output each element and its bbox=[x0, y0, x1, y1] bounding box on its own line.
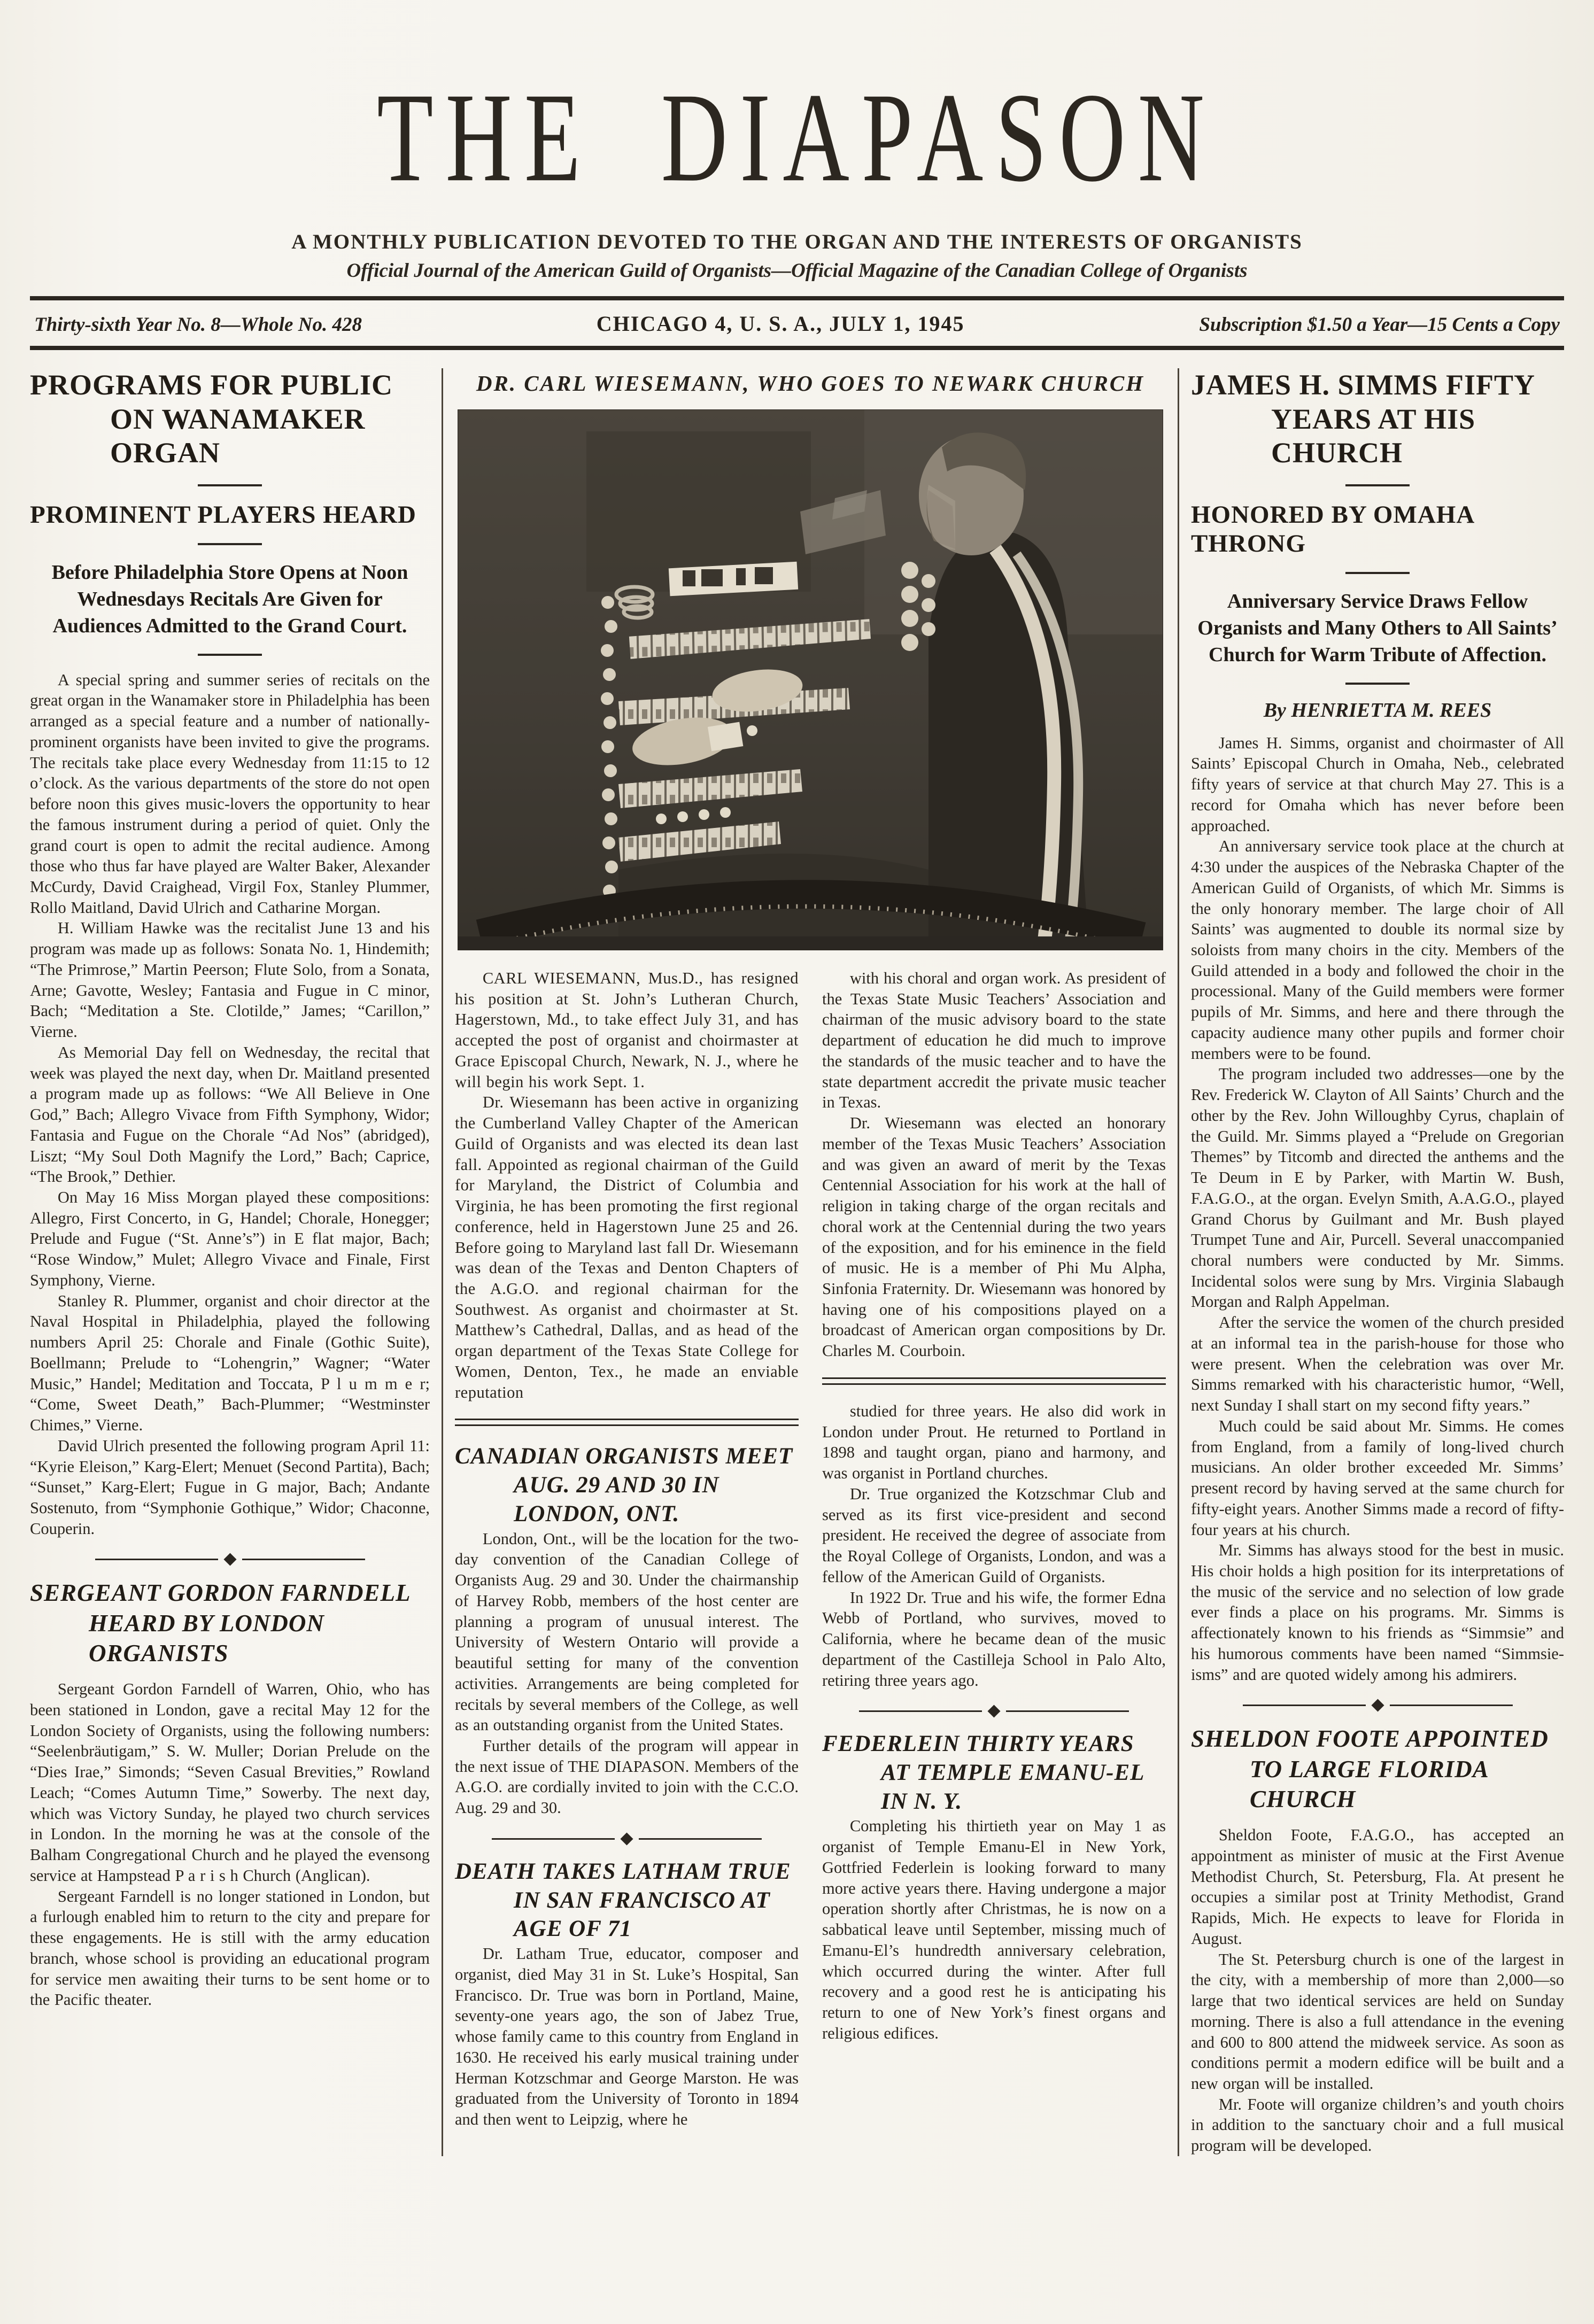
paragraph: In 1922 Dr. True and his wife, the former Edna Webb of Portland, who survives, moved to California, where he became dean of the music department of the Castilleja School in Palo Alto, retiring three years ago. bbox=[822, 1588, 1166, 1690]
article-headline: DEATH TAKES LATHAM TRUE IN SAN FRANCISCO AT AGE OF 71 bbox=[455, 1858, 791, 1942]
diamond-icon bbox=[1371, 1699, 1384, 1712]
dateline-rule-top bbox=[30, 296, 1564, 300]
article-deck: Anniversary Service Draws Fellow Organists and Many Others to All Saints’ Church for Warm Tribute of Affection. bbox=[1197, 590, 1558, 667]
section-divider bbox=[198, 484, 262, 486]
paragraph: Completing his thirtieth year on May 1 as organist of Temple Emanu-El in New York, Gottfried Federlein is looking forward to many more active years there. Having undergone a major operation shortly after Christmas, he is now on a sabbatical leave until September, missing much of Emanu-El’s hundredth anniversary celebration, which occurred during the winter. After full recovery and a good rest he is anticipating his return to one of New York’s finest organs and religious edifices. bbox=[822, 1817, 1166, 2042]
article-foote bbox=[1191, 1724, 1564, 2156]
article-body bbox=[30, 1679, 430, 2010]
section-divider bbox=[1345, 484, 1410, 486]
double-rule bbox=[822, 1377, 1166, 1385]
paragraph: The program included two addresses—one by the Rev. Frederick W. Clayton of All Saints’ Church and the other by the Rev. John Willoughby Cyrus, chaplain of the Guild. Mr. Simms played a “Prelude on Gregorian Themes” by Titcomb and directed the anthems and the Te Deum in E by Parker, with Martin W. Bush, F.A.G.O., at the organ. Evelyn Smith, A.A.G.O., played Grand Chorus by Guilmant and Mr. Bush played Trumpet Tune and Air, Purcell. Several unaccompanied choral numbers were conducted by Mr. Simms. Incidental solos were sung by Mrs. Virginia Slabaugh Morgan and Ralph Appelman. bbox=[1191, 1065, 1564, 1311]
column-right bbox=[1191, 368, 1564, 2156]
article-body bbox=[30, 670, 430, 1539]
paragraph: An anniversary service took place at the church at 4:30 under the auspices of the Nebraska Chapter of the American Guild of Organists, of which Mr. Simms is the only honorary member. The large choir of All Saints’ was augmented to double its normal size by soloists from many choirs in the city. Members of the Guild attended in a body and followed the choir in the processional. Many of the Guild members were former pupils of Mr. Simms, and here and there through the capacity audience many other pupils and former choir members were to be found. bbox=[1191, 837, 1564, 1063]
article-headline: PROGRAMS FOR PUBLIC ON WANAMAKER ORGAN bbox=[30, 369, 393, 469]
paragraph: David Ulrich presented the following program April 11: “Kyrie Eleison,” Karg-Elert; Menuet (Second Partita), Bach; “Sunset,” Karg-Elert; Fugue in G major, Bach; Andante Sostenuto, from “Symphonie Gothique,” Widor; Chaconne, Couperin. bbox=[30, 1436, 430, 1538]
section-divider bbox=[1345, 683, 1410, 685]
article-headline: JAMES H. SIMMS FIFTY YEARS AT HIS CHURCH bbox=[1191, 369, 1536, 469]
masthead bbox=[30, 21, 1564, 282]
paragraph: Sergeant Gordon Farndell of Warren, Ohio, who has been stationed in London, gave a recital May 12 for the London Society of Organists, using the following numbers: “Seelenbräutigam,” S. W. Muller; Dorian Prelude on the “Dies Irae,” Simonds; “Seven Casual Brevities,” Rowland Leach; “Comes Autumn Time,” Sowerby. The next day, which was Victory Sunday, he played two church services in London. In the morning he was at the console of the Balham Congregational Church and he played the evensong service at Hampstead P a r i s h Church (Anglican). bbox=[30, 1680, 430, 1885]
article-headline: FEDERLEIN THIRTY YEARS AT TEMPLE EMANU-EL IN N. Y. bbox=[822, 1731, 1144, 1814]
article-headline: SHELDON FOOTE APPOINTED TO LARGE FLORIDA CHURCH bbox=[1191, 1725, 1549, 1812]
section-divider bbox=[1345, 572, 1410, 574]
city-date: CHICAGO 4, U. S. A., JULY 1, 1945 bbox=[596, 312, 965, 336]
article-subhead: HONORED BY OMAHA THRONG bbox=[1191, 501, 1474, 558]
paragraph: with his choral and organ work. As president of the Texas State Music Teachers’ Association and chairman of the music advisory board to the state department of education he did much to improve the standards of the music teacher and to have the state department accredit the private music teacher in Texas. bbox=[822, 969, 1166, 1112]
photo-caption: DR. CARL WIESEMANN, WHO GOES TO NEWARK CHURCH bbox=[476, 371, 1145, 396]
paragraph: H. William Hawke was the recitalist June 13 and his program was made up as follows: Sonata No. 1, Hindemith; “The Primrose,” Martin Peerson; Flute Solo, from a Sonata, Arne; Gavotte, Wesley; Fantasia and Fugue in C minor, Bach; “Meditation a Ste. Clotilde,” James; “Carillon,” Vierne. bbox=[30, 919, 430, 1041]
article-body bbox=[1191, 1825, 1564, 2156]
article-farndell bbox=[30, 1578, 430, 2010]
center-subcolumn-a bbox=[455, 968, 799, 2130]
diamond-divider bbox=[30, 1555, 430, 1564]
paragraph: Sergeant Farndell is no longer stationed in London, but a furlough enabled him to return to the city and prepare for these engagements. He is still with the army education branch, whose school is providing an educational program for service men awaiting their turns to be sent home or to the Pacific theater. bbox=[30, 1887, 430, 2009]
paragraph: CARL WIESEMANN, Mus.D., has resigned his position at St. John’s Lutheran Church, Hagerstown, Md., to take effect July 31, and has accepted the post of organist and choirmaster at Grace Episcopal Church, Newark, N. J., where he will begin his work Sept. 1. bbox=[455, 969, 799, 1091]
dateline-rule-bottom bbox=[30, 346, 1564, 350]
paragraph: A special spring and summer series of recitals on the great organ in the Wanamaker store in Philadelphia has been arranged as a special feature and a number of nationally-prominent organists have been invited to give the programs. The recitals take place every Wednesday from 11:15 to 12 o’clock. As the various departments of the store do not open before noon this gives music-lovers the opportunity to hear the famous instrument during a period of quiet. Only the grand court is open to admit the recital audience. Among those who thus far have played are Walter Baker, Alexander McCurdy, David Craighead, Virgil Fox, Stanley Plummer, Rollo Maitland, David Ulrich and Catharine Morgan. bbox=[30, 670, 430, 917]
photo bbox=[458, 410, 1163, 950]
article-simms bbox=[1191, 368, 1564, 1685]
center-subcolumn-b bbox=[822, 968, 1166, 2130]
diamond-icon bbox=[620, 1832, 633, 1845]
article-wanamaker bbox=[30, 368, 430, 1539]
paragraph: Dr. Latham True, educator, composer and organist, died May 31 in St. Luke’s Hospital, San Francisco. Dr. True was born in Portland, Maine, seventy-one years ago, the son of Jabez True, whose family came to this country from England in 1630. He received his early musical training under Herman Kotzschmar and George Marston. He was graduated from the University of Toronto in 1894 and then went to Leipzig, where he bbox=[455, 1945, 799, 2129]
diamond-divider bbox=[455, 1834, 799, 1843]
latham-true-continuation bbox=[822, 1401, 1166, 1691]
diamond-icon bbox=[987, 1705, 1000, 1718]
paragraph: James H. Simms, organist and choirmaster of All Saints’ Episcopal Church in Omaha, Neb., celebrated fifty years of service at that church May 27. This is a record for Omaha which has never before been approached. bbox=[1191, 733, 1564, 835]
paragraph: Mr. Foote will organize children’s and youth choirs in addition to the sanctuary choir and a full musical program will be developed. bbox=[1191, 2095, 1564, 2155]
byline: By HENRIETTA M. REES bbox=[1263, 699, 1492, 722]
article-headline: SERGEANT GORDON FARNDELL HEARD BY LONDON ORGANISTS bbox=[30, 1579, 411, 1667]
column-rule bbox=[442, 368, 443, 2156]
article-body bbox=[455, 1943, 799, 2130]
paragraph: As Memorial Day fell on Wednesday, the recital that week was played the next day, when Dr. Maitland presented a program made up as follows: “We All Believe in One God,” Bach; Allegro Vivace from Fifth Symphony, Widor; Fantasia and Fugue on the Chorale “Ad Nos” (abridged), Liszt; “My Soul Doth Magnify the Lord,” Bach; Caprice, “The Brook,” Dethier. bbox=[30, 1043, 430, 1186]
organist-photo-illustration bbox=[458, 410, 1163, 950]
article-body bbox=[1191, 733, 1564, 1685]
article-headline: CANADIAN ORGANISTS MEET AUG. 29 AND 30 IN LONDON, ONT. bbox=[455, 1444, 793, 1527]
subscription-price: Subscription $1.50 a Year—15 Cents a Copy bbox=[1199, 314, 1560, 336]
article-deck: Before Philadelphia Store Opens at Noon Wednesdays Recitals Are Given for Audiences Admitted to the Grand Court. bbox=[51, 561, 408, 638]
paragraph: Further details of the program will appear in the next issue of THE DIAPASON. Members of the A.G.O. are cordially invited to join with the C.C.O. Aug. 29 and 30. bbox=[455, 1737, 799, 1817]
article-body bbox=[822, 1816, 1166, 2043]
double-rule bbox=[455, 1419, 799, 1426]
section-divider bbox=[198, 654, 262, 656]
article-subhead: PROMINENT PLAYERS HEARD bbox=[30, 501, 416, 529]
wiesemann-body-a bbox=[455, 968, 799, 1403]
paragraph: Much could be said about Mr. Simms. He comes from England, from a family of long-lived church musicians. An older brother exceeded Mr. Simms’ present record by having served at the same church for fifty-eight years. Another Simms made a record of fifty-four years at his church. bbox=[1191, 1416, 1564, 1539]
page-title: THE DIAPASON bbox=[377, 67, 1217, 208]
issue-number: Thirty-sixth Year No. 8—Whole No. 428 bbox=[34, 314, 362, 336]
paragraph: London, Ont., will be the location for the two-day convention of the Canadian College of Organists Aug. 29 and 30. Under the chairmanship of Harvey Robb, members of the host center are planning a program of unusual interest. The University of Western Ontario will provide a beautiful setting for many of the convention activities. Arrangements are being completed for recitals by several members of the College, as well as an outstanding organist from the United States. bbox=[455, 1529, 799, 1734]
column-center bbox=[455, 368, 1166, 2156]
paragraph: Dr. Wiesemann has been active in organizing the Cumberland Valley Chapter of the American Guild of Organists and was elected its dean last fall. Appointed as regional chairman of the Guild for Maryland, the District of Columbia and Virginia, he has been promoting the first regional conference, held in Hagerstown June 25 and 26. Before going to Maryland last fall Dr. Wiesemann was dean of the Texas and Denton Chapters of the A.G.O. and regional chairman for the Southwest. As organist and choirmaster at St. Matthew’s Cathedral, Dallas, and as head of the organ department of the Texas State College for Women, Denton, Tex., he made an enviable reputation bbox=[455, 1093, 799, 1401]
paragraph: After the service the women of the church presided at an informal tea in the parish-house for those who were present. When the celebration was over Mr. Simms remarked with his characteristic humor, “Well, next Sunday I shall start on my second fifty years.” bbox=[1191, 1313, 1564, 1415]
paragraph: studied for three years. He also did work in London under Prout. He returned to Portland in 1898 and taught organ, piano and harmony, and was organist in Portland churches. bbox=[822, 1401, 1166, 1483]
paragraph: Dr. True organized the Kotzschmar Club and served as its first vice-president and second president. He received the degree of associate from the Royal College of Organists, London, and was a fellow of the American Guild of Organists. bbox=[822, 1484, 1166, 1586]
article-latham-true bbox=[455, 1857, 799, 2130]
paragraph: Sheldon Foote, F.A.G.O., has accepted an appointment as minister of music at the First Avenue Methodist Church, St. Petersburg, Fla. At present he occupies a similar post at Trinity Methodist, Grand Rapids, Mich. He expects to leave for Florida in August. bbox=[1191, 1826, 1564, 1948]
article-canadian-organists bbox=[455, 1442, 799, 1818]
paragraph: On May 16 Miss Morgan played these compositions: Allegro, First Concerto, in G, Handel; Chorale, Honegger; Prelude and Fugue (“St. Anne’s”) in E flat major, Bach; “Rose Window,” Mulet; Allegro Vivace and Finale, First Symphony, Vierne. bbox=[30, 1188, 430, 1289]
diamond-icon bbox=[223, 1553, 236, 1566]
paragraph: Dr. Wiesemann was elected an honorary member of the Texas Music Teachers’ Association and was given an award of merit by the Texas Centennial Association for his work at the hall of religion in taking charge of the organ recitals and choral work at the Centennial during the two years of the exposition, and for his eminence in the field of music. He is a member of Phi Mu Alpha, Sinfonia Fraternity. Dr. Wiesemann was honored by having one of his compositions played on a broadcast of American organ compositions by Dr. Charles M. Courboin. bbox=[822, 1114, 1166, 1360]
diamond-divider bbox=[822, 1707, 1166, 1716]
article-body bbox=[455, 1529, 799, 1818]
masthead-subtitle: A MONTHLY PUBLICATION DEVOTED TO THE ORGAN AND THE INTERESTS OF ORGANISTS bbox=[291, 230, 1303, 253]
center-subcolumns bbox=[455, 968, 1166, 2130]
wiesemann-body-b bbox=[822, 968, 1166, 1361]
paragraph: Mr. Simms has always stood for the best in music. His choir holds a high position for its interpretations of the music of the service and no selection of low grade ever finds a place on his programs. Mr. Simms is affectionately known to his friends as “Simmsie” and his humorous comments have been named “Simmsie-isms” and are quoted widely among his admirers. bbox=[1191, 1541, 1564, 1684]
paragraph: The St. Petersburg church is one of the largest in the city, with a membership of more than 2,000—so large that two identical services are held on Sunday morning. There is also a full attendance in the evening and 600 to 800 attend the midweek service. As soon as conditions permit a modern edifice will be built and a new organ will be installed. bbox=[1191, 1950, 1564, 2093]
column-left bbox=[30, 368, 430, 2156]
bottom-margin bbox=[30, 2156, 1564, 2178]
column-layout bbox=[30, 368, 1564, 2156]
article-federlein bbox=[822, 1730, 1166, 2043]
dateline bbox=[30, 300, 1564, 346]
paragraph: Stanley R. Plummer, organist and choir director at the Naval Hospital in Philadelphia, played the following numbers April 25: Chorale and Finale (Gothic Suite), Boellmann; Prelude to “Lohengrin,” Wagner; “Water Music,” Handel; Meditation and Toccata, P l u m m e r; “Come, Sweet Death,” Bach-Plummer; “Westminster Chimes,” Vierne. bbox=[30, 1291, 430, 1435]
masthead-journal-line: Official Journal of the American Guild of Organists—Official Magazine of the Canadian College of Organists bbox=[346, 260, 1248, 282]
diamond-divider bbox=[1191, 1701, 1564, 1710]
section-divider bbox=[198, 543, 262, 545]
column-rule bbox=[1178, 368, 1179, 2156]
